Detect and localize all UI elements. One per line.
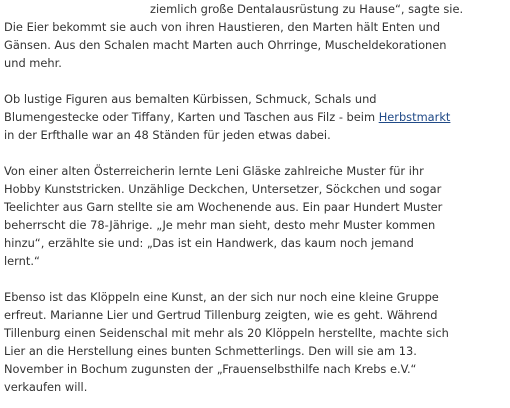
- paragraph-dental: [4, 0, 464, 72]
- text-line: Ebenso ist das Klöppeln eine Kunst, an der sich nur noch eine kleine Gruppe: [4, 290, 439, 304]
- text-line: hinzu“, erzählte sie und: „Das ist ein Handwerk, das kaum noch jemand: [4, 236, 414, 250]
- text-line: Gänsen. Aus den Schalen macht Marten auch Ohrringe, Muscheldekorationen: [4, 38, 447, 52]
- text-line: ziemlich große Dentalausrüstung zu Hause“, sagte sie.: [150, 2, 464, 16]
- text-line: Blumengestecke oder Tiffany, Karten und Taschen aus Filz - beim: [4, 110, 376, 124]
- text-line: Von einer alten Österreicherin lernte Leni Gläske zahlreiche Muster für ihr: [4, 164, 424, 178]
- paragraph-kloeppeln: [4, 288, 449, 396]
- text-line: Lier an die Herstellung eines bunten Schmetterlings. Den will sie am 13.: [4, 344, 417, 358]
- herbstmarkt-link[interactable]: Herbstmarkt: [378, 110, 451, 124]
- text-line: verkaufen will.: [4, 380, 88, 394]
- text-line: lernt.“: [4, 254, 40, 268]
- paragraph-herbstmarkt: [4, 90, 450, 144]
- text-line: Ob lustige Figuren aus bemalten Kürbissen, Schmuck, Schals und: [4, 92, 377, 106]
- text-line: Die Eier bekommt sie auch von ihren Haustieren, den Marten hält Enten und: [4, 20, 441, 34]
- text-line: Hobby Kunststricken. Unzählige Deckchen, Untersetzer, Söckchen und sogar: [4, 182, 442, 196]
- paragraph-kunststricken: [4, 162, 442, 270]
- text-line: Teelichter aus Garn stellte sie am Wochenende aus. Ein paar Hundert Muster: [4, 200, 443, 214]
- text-line: beherrscht die 78-Jährige. „Je mehr man sieht, desto mehr Muster kommen: [4, 218, 436, 232]
- text-line: erfreut. Marianne Lier und Gertrud Tillenburg zeigten, wie es geht. Während: [4, 308, 438, 322]
- text-line: Tillenburg einen Seidenschal mit mehr als 20 Klöppeln herstellte, machte sich: [4, 326, 449, 340]
- text-line: in der Erfthalle war an 48 Ständen für jeden etwas dabei.: [4, 128, 331, 142]
- text-line: und mehr.: [4, 56, 62, 70]
- text-line: November in Bochum zugunsten der „Frauenselbsthilfe nach Krebs e.V.“: [4, 362, 417, 376]
